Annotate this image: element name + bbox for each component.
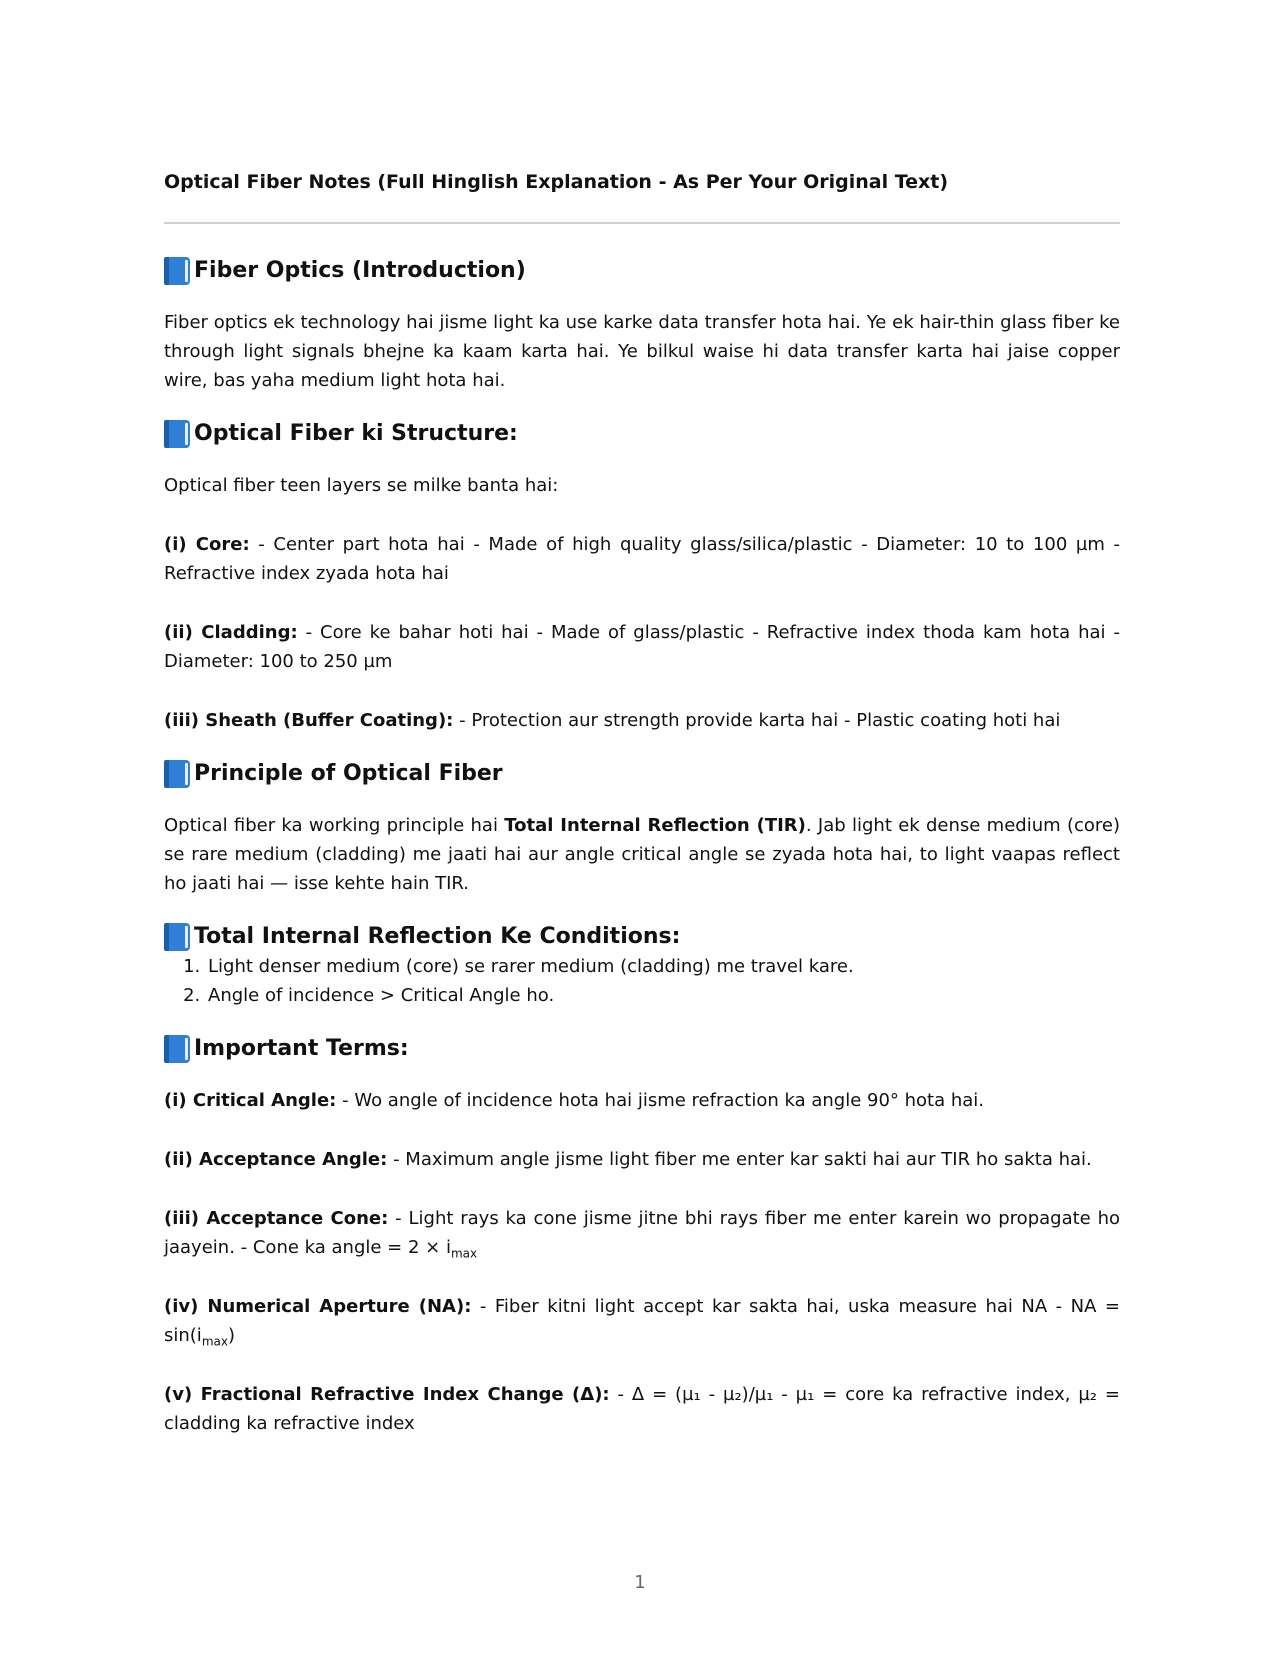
section-heading-terms <box>164 1034 1120 1064</box>
acceptance-angle-text: - Maximum angle jisme light fiber me enter kar sakti hai aur TIR ho sakta hai. <box>387 1149 1092 1170</box>
acceptance-cone-subscript: max <box>450 1246 478 1261</box>
blue-book-icon <box>164 923 190 951</box>
numerical-aperture-subscript: max <box>201 1334 228 1349</box>
core-term: (i) Core: <box>164 534 250 555</box>
list-item: 2. Angle of incidence > Critical Angle ho. <box>206 981 1120 1010</box>
core-item <box>164 530 1120 588</box>
section-heading-text: Optical Fiber ki Structure: <box>194 421 518 446</box>
critical-angle-text: - Wo angle of incidence hota hai jisme refraction ka angle 90° hota hai. <box>336 1090 985 1111</box>
section-heading-text: Principle of Optical Fiber <box>194 761 503 786</box>
section-heading-conditions <box>164 922 1120 952</box>
fractional-index-item <box>164 1380 1120 1438</box>
cladding-text: - Core ke bahar hoti hai - Made of glass/plastic - Refractive index thoda kam hota hai - Diameter: 100 to 250 µm <box>164 622 1120 672</box>
acceptance-cone-text: - Light rays ka cone jisme jitne bhi rays fiber me enter karein wo propagate ho jaayein. - Cone ka angle = 2 × i <box>164 1208 1120 1258</box>
numerical-aperture-term: (iv) Numerical Aperture (NA): <box>164 1296 472 1317</box>
document-title: Optical Fiber Notes (Full Hinglish Explanation - As Per Your Original Text) <box>164 171 949 193</box>
section-heading-text: Fiber Optics (Introduction) <box>194 258 526 283</box>
sheath-text: - Protection aur strength provide karta hai - Plastic coating hoti hai <box>453 710 1061 731</box>
blue-book-icon <box>164 760 190 788</box>
acceptance-angle-term: (ii) Acceptance Angle: <box>164 1149 388 1170</box>
document-page <box>164 168 1120 1438</box>
core-text: - Center part hota hai - Made of high quality glass/silica/plastic - Diameter: 10 to 100 µm - Refractive index zyada hota hai <box>164 534 1121 584</box>
blue-book-icon <box>164 1035 190 1063</box>
fractional-index-term: (v) Fractional Refractive Index Change (Δ): <box>164 1384 610 1405</box>
principle-text-before: Optical fiber ka working principle hai <box>164 815 505 836</box>
numerical-aperture-text: - Fiber kitni light accept kar sakta hai, uska measure hai NA - NA = sin(i <box>164 1296 1120 1346</box>
blue-book-icon <box>164 257 190 285</box>
acceptance-cone-item <box>164 1204 1120 1262</box>
section-heading-text: Important Terms: <box>194 1036 409 1061</box>
list-item: 1. Light denser medium (core) se rarer medium (cladding) me travel kare. <box>206 952 1120 981</box>
numerical-aperture-text-end: ) <box>227 1325 235 1346</box>
sheath-term: (iii) Sheath (Buffer Coating): <box>164 710 454 731</box>
section-heading-text: Total Internal Reflection Ke Conditions: <box>194 924 681 949</box>
conditions-list <box>164 952 1120 1010</box>
blue-book-icon <box>164 420 190 448</box>
numerical-aperture-item <box>164 1292 1120 1350</box>
cladding-item <box>164 618 1120 676</box>
fractional-index-text: - Δ = (µ₁ - µ₂)/µ₁ - µ₁ = core ka refractive index, µ₂ = cladding ka refractive index <box>164 1384 1120 1434</box>
page-number: 1 <box>634 1572 646 1593</box>
acceptance-angle-item <box>164 1145 1120 1174</box>
cladding-term: (ii) Cladding: <box>164 622 298 643</box>
section-heading-intro <box>164 256 1120 286</box>
sheath-item <box>164 706 1120 735</box>
principle-text-after: . Jab light ek dense medium (core) se rare medium (cladding) me jaati hai aur angle critical angle se zyada hota hai, to light vaapas reflect ho jaati hai — isse kehte hain TIR. <box>164 815 1120 894</box>
critical-angle-item <box>164 1086 1120 1115</box>
intro-paragraph: Fiber optics ek technology hai jisme light ka use karke data transfer hota hai. Ye ek hair-thin glass fiber ke through light signals bhejne ka kaam karta hai. Ye bilkul waise hi data transfer karta hai jaise copper wire, bas yaha medium light hota hai. <box>164 312 1120 391</box>
section-heading-structure <box>164 419 1120 449</box>
section-heading-principle <box>164 759 1120 789</box>
structure-lead: Optical fiber teen layers se milke banta hai: <box>164 475 559 496</box>
acceptance-cone-term: (iii) Acceptance Cone: <box>164 1208 389 1229</box>
principle-paragraph <box>164 811 1120 898</box>
principle-bold: Total Internal Reflection (TIR) <box>504 815 806 836</box>
title-divider <box>164 222 1120 224</box>
critical-angle-term: (i) Critical Angle: <box>164 1090 337 1111</box>
